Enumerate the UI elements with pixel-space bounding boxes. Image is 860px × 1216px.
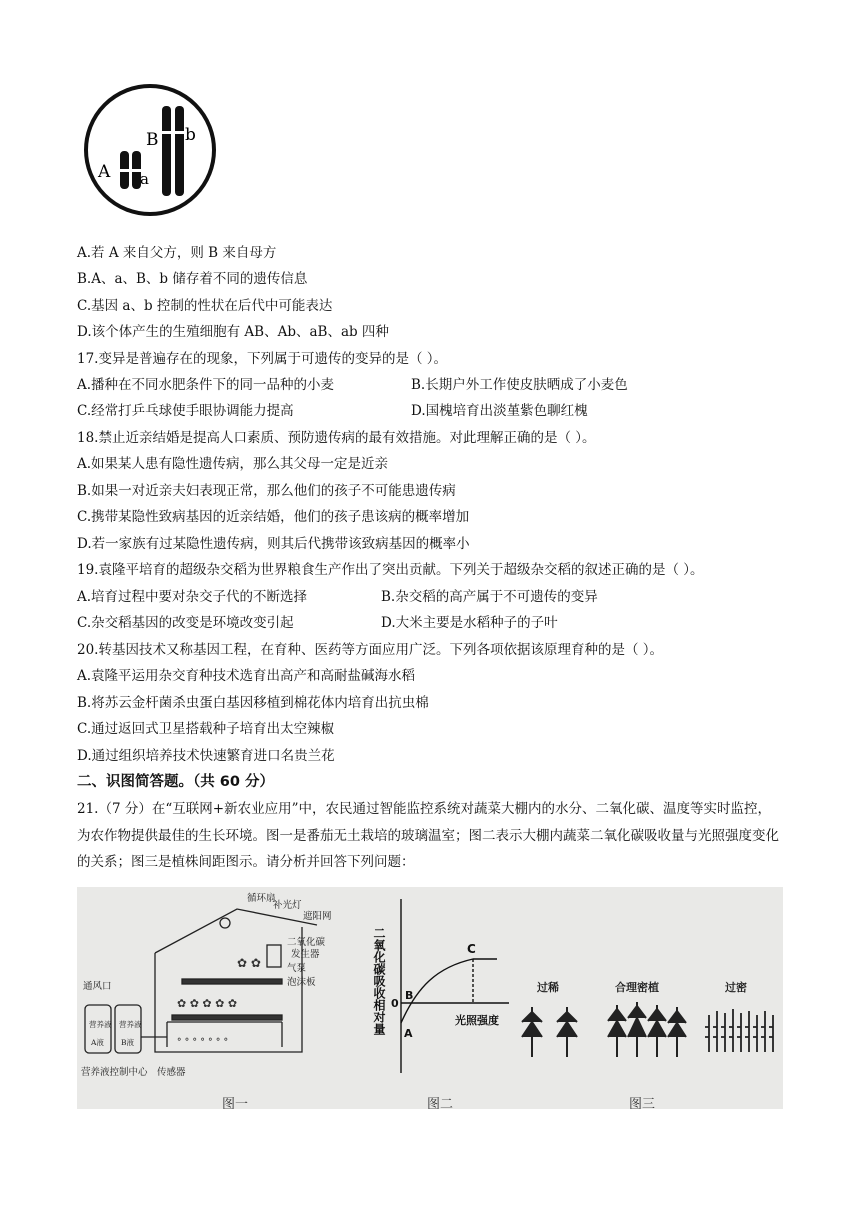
co2-generator <box>267 945 281 967</box>
plants-sparse <box>522 1007 577 1057</box>
svg-text:✿ ✿ ✿ ✿ ✿: ✿ ✿ ✿ ✿ ✿ <box>177 997 238 1010</box>
caption-fig2: 图二 <box>427 1097 454 1109</box>
q19-option-d: D.大米主要是水稻种子的子叶 <box>381 615 558 631</box>
label-too-dense: 过密 <box>725 981 747 994</box>
plants-dense <box>705 1009 777 1052</box>
co2-light-chart <box>401 899 509 1073</box>
label-reasonable-density: 合理密植 <box>615 981 659 994</box>
q20-option-d: D.通过组织培养技术快速繁育进口名贵兰花 <box>77 748 335 764</box>
point-a: A <box>404 1027 413 1040</box>
q17-option-c: C.经常打乒乓球使手眼协调能力提高 <box>77 403 294 419</box>
q17-stem: 17.变异是普遍存在的现象，下列属于可遗传的变异的是（ ）。 <box>77 351 448 367</box>
label-tank-b-top: 营养液 <box>119 1020 142 1029</box>
section-heading: 二、识图简答题。（共 60 分） <box>77 774 275 790</box>
q17-option-b: B.长期户外工作使皮肤晒成了小麦色 <box>411 377 628 393</box>
q20-option-a: A.袁隆平运用杂交育种技术选育出高产和高耐盐碱海水稻 <box>77 668 416 684</box>
q17-option-d: D.国槐培育出淡堇紫色聊红槐 <box>411 403 588 419</box>
plant-symbols: ✿ ✿ <box>237 956 261 970</box>
gene-label-b: b <box>185 125 196 145</box>
circulation-fan <box>220 918 230 928</box>
label-circulation-fan: 循环扇 <box>247 893 276 904</box>
label-air-pump: 气泵 <box>287 963 307 974</box>
label-tank-b-bottom: B液 <box>121 1038 135 1047</box>
plants-reasonable <box>608 1002 686 1057</box>
label-supplemental-light: 补光灯 <box>273 900 302 911</box>
q18-option-d: D.若一家族有过某隐性遗传病，则其后代携带该致病基因的概率小 <box>77 536 470 552</box>
q20-option-c: C.通过返回式卫星搭载种子培育出太空辣椒 <box>77 721 335 737</box>
label-tank-a-bottom: A液 <box>91 1038 104 1047</box>
q16-option-d: D.该个体产生的生殖细胞有 AB、Ab、aB、ab 四种 <box>77 324 389 340</box>
q19-option-a: A.培育过程中要对杂交子代的不断选择 <box>77 589 308 605</box>
origin-0: 0 <box>391 997 399 1010</box>
cell-outline <box>86 86 214 214</box>
q20-option-b: B.将苏云金杆菌杀虫蛋白基因移植到棉花体内培育出抗虫棉 <box>77 695 429 711</box>
label-control-center: 营养液控制中心 <box>81 1067 148 1078</box>
planting-board-upper <box>182 979 282 984</box>
q18-option-a: A.如果某人患有隐性遗传病，那么其父母一定是近亲 <box>77 456 389 472</box>
y-axis-label: 二氧化碳吸收相对量 <box>372 927 386 1035</box>
q16-option-a: A.若 A 来自父方，则 B 来自母方 <box>77 245 277 261</box>
gene-label-A: A <box>98 162 111 182</box>
chromosome-diagram <box>82 73 218 223</box>
q16-option-b: B.A、a、B、b 储存着不同的遗传信息 <box>77 271 308 287</box>
gene-label-B: B <box>146 130 159 150</box>
q19-option-c: C.杂交稻基因的改变是环境改变引起 <box>77 615 294 631</box>
q19-stem: 19.袁隆平培育的超级杂交稻为世界粮食生产作出了突出贡献。下列关于超级杂交稻的叙述正确的是（ ）。 <box>77 562 704 578</box>
q16-option-c: C.基因 a、b 控制的性状在后代中可能表达 <box>77 298 333 314</box>
gene-label-a: a <box>140 170 149 188</box>
plant-spacing-diagram <box>536 980 747 994</box>
chromosome-long-right <box>175 106 184 196</box>
label-generator: 发生器 <box>291 949 320 960</box>
planting-board-lower <box>172 1015 282 1020</box>
label-too-sparse: 过稀 <box>537 981 559 994</box>
label-vent: 通风口 <box>83 981 112 992</box>
greenhouse-diagram <box>85 909 317 1053</box>
q21-figure <box>77 887 783 1109</box>
point-c: C <box>467 942 476 956</box>
label-co2: 二氧化碳 <box>287 937 326 948</box>
q18-option-b: B.如果一对近亲夫妇表现正常，那么他们的孩子不可能患遗传病 <box>77 483 456 499</box>
caption-fig3: 图三 <box>629 1097 656 1109</box>
label-tank-a-top: 营养液 <box>89 1020 112 1029</box>
x-axis-label: 光照强度 <box>455 1014 499 1027</box>
figure-drawing <box>77 887 783 1109</box>
q18-stem: 18.禁止近亲结婚是提高人口素质、预防遗传病的最有效措施。对此理解正确的是（ ）。 <box>77 430 596 446</box>
q21-text: 21.（7 分）在“互联网+新农业应用”中，农民通过智能监控系统对蔬菜大棚内的水分、二氧化碳、温度等实时监控，为农作物提供最佳的生长环境。图一是番茄无土栽培的玻璃温室；图二表示大棚内蔬菜二氧化碳吸收量与光照强度变化的关系；图三是植株间距图示。请分析并回答下列问题： <box>77 801 779 870</box>
q19-option-b: B.杂交稻的高产属于不可遗传的变异 <box>381 589 598 605</box>
caption-fig1: 图一 <box>222 1097 249 1109</box>
label-sensor: 传感器 <box>157 1067 186 1078</box>
q17-option-a: A.播种在不同水肥条件下的同一品种的小麦 <box>77 377 335 393</box>
label-shade-net: 遮阳网 <box>303 911 332 922</box>
point-b: B <box>405 989 414 1002</box>
q18-option-c: C.携带某隐性致病基因的近亲结婚，他们的孩子患该病的概率增加 <box>77 509 470 525</box>
svg-text:ᐤ ᐤ ᐤ ᐤ ᐤ ᐤ ᐤ: ᐤ ᐤ ᐤ ᐤ ᐤ ᐤ ᐤ <box>177 1035 228 1048</box>
chromosome-long-left <box>162 106 171 196</box>
q20-stem: 20.转基因技术又称基因工程，在育种、医药等方面应用广泛。下列各项依据该原理育种的是（ ）。 <box>77 642 664 658</box>
label-foam-board: 泡沫板 <box>287 977 316 988</box>
